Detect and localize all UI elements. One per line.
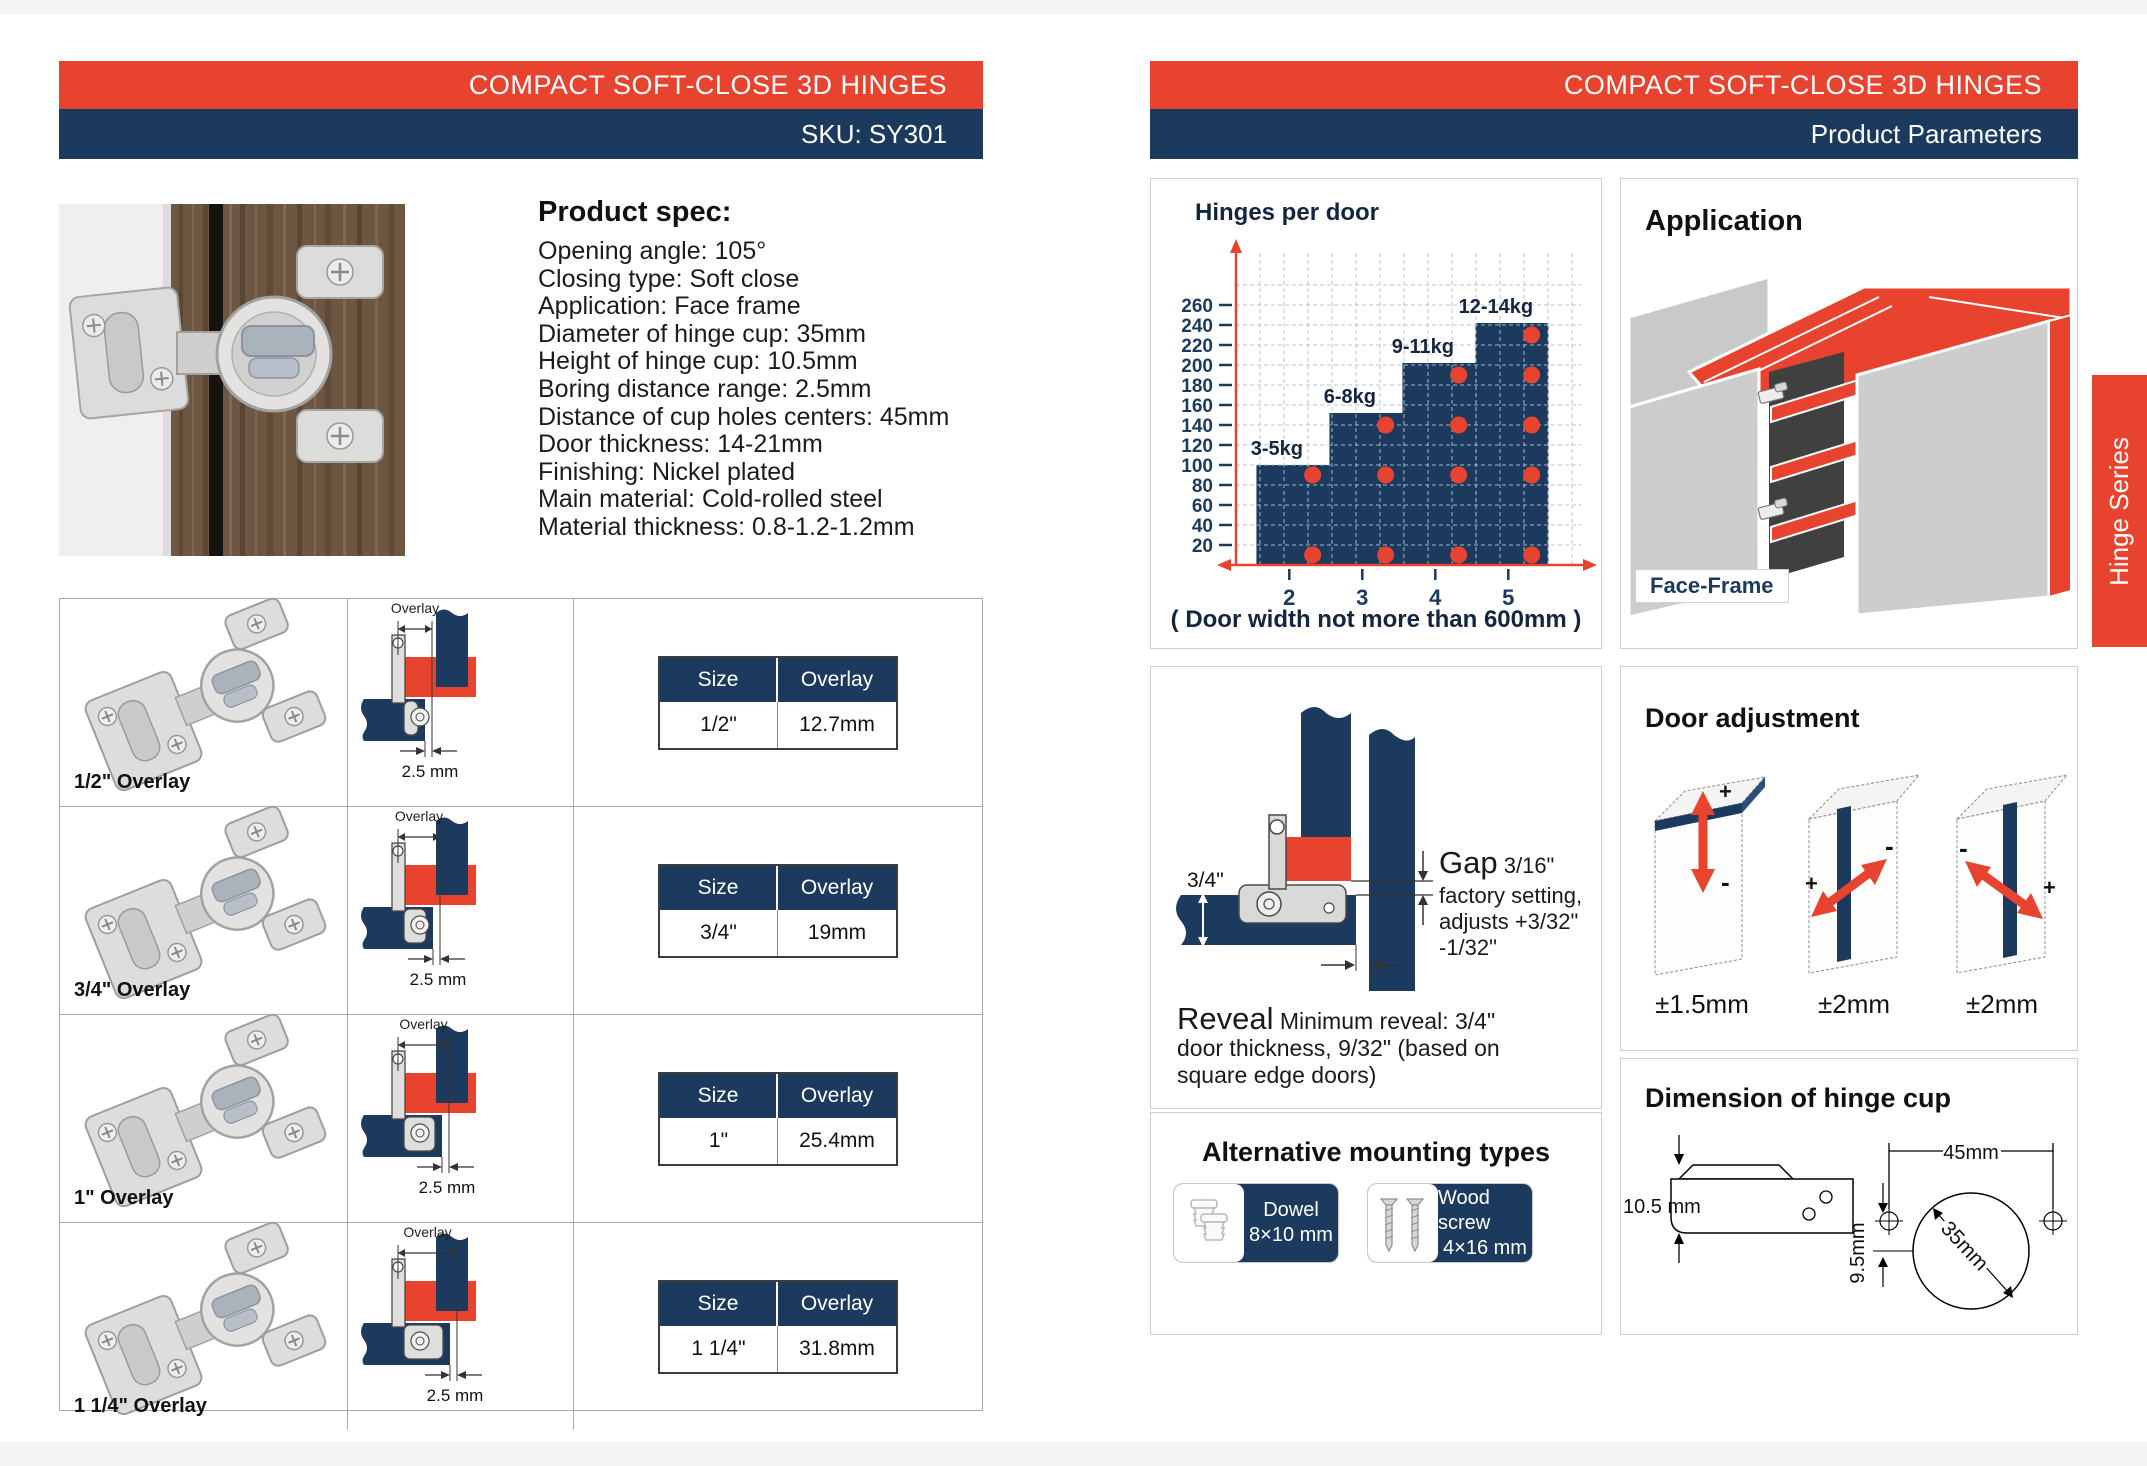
product-parameters-label: Product Parameters xyxy=(1810,118,2042,149)
application-title: Application xyxy=(1645,205,1803,237)
hinge-photo-cell xyxy=(60,1015,348,1222)
table-row xyxy=(60,807,982,1015)
spec-line: Height of hinge cup: 10.5mm xyxy=(538,347,858,376)
overlay-diagram-cell xyxy=(348,1223,574,1430)
reveal-note: Minimum reveal: 3/4" door thickness, 9/32" (based on square edge doors) xyxy=(1177,1008,1500,1088)
overlay-column-header: Overlay xyxy=(800,1291,874,1315)
size-overlay-table xyxy=(658,656,898,750)
svg-text:40: 40 xyxy=(1191,516,1213,537)
door-thickness-label: 3/4" xyxy=(1187,869,1224,892)
left-header-bar xyxy=(59,61,983,109)
right-subheader-bar xyxy=(1150,109,2078,159)
gap-value: 3/16" xyxy=(1503,853,1555,878)
spec-line: Boring distance range: 2.5mm xyxy=(538,374,872,403)
overlay-diagram xyxy=(348,1015,574,1217)
svg-text:Overlay: Overlay xyxy=(399,1016,448,1032)
size-table-cell xyxy=(574,807,982,1014)
svg-text:Overlay: Overlay xyxy=(394,808,444,824)
overlay-column-header: Overlay xyxy=(800,875,874,899)
hinge-cup-title: Dimension of hinge cup xyxy=(1645,1083,1952,1113)
right-header-bar xyxy=(1150,61,2078,109)
svg-text:9-11kg: 9-11kg xyxy=(1391,336,1455,358)
svg-text:2.5 mm: 2.5 mm xyxy=(401,762,459,781)
svg-text:3-5kg: 3-5kg xyxy=(1250,438,1304,460)
svg-text:120: 120 xyxy=(1181,436,1213,457)
gap-note-line: adjusts +3/32" xyxy=(1439,909,1579,934)
size-value: 3/4" xyxy=(660,910,778,956)
svg-text:160: 160 xyxy=(1181,396,1213,417)
overlay-size-table xyxy=(59,598,983,1417)
minus-sign: - xyxy=(1959,833,1968,863)
mounting-card-dowel xyxy=(1173,1183,1339,1263)
overlay-column-header: Overlay xyxy=(800,1083,874,1107)
size-column-header: Size xyxy=(660,1074,778,1118)
svg-text:Overlay: Overlay xyxy=(403,1224,452,1240)
size-table-cell xyxy=(574,1223,982,1430)
mounting-name: Dowel xyxy=(1263,1199,1319,1221)
svg-text:140: 140 xyxy=(1181,416,1213,437)
spec-line: Material thickness: 0.8-1.2-1.2mm xyxy=(538,512,915,541)
product-photo xyxy=(59,204,405,556)
overlay-value: 12.7mm xyxy=(799,712,875,736)
overlay-row-label: 1/2" Overlay xyxy=(74,771,191,793)
face-frame-illustration xyxy=(1629,257,2071,617)
plus-sign: + xyxy=(1805,871,1818,896)
overlay-value: 31.8mm xyxy=(799,1336,875,1360)
application-panel xyxy=(1620,178,2078,649)
overlay-diagram-cell xyxy=(348,599,574,806)
hinge-photo-cell xyxy=(60,807,348,1014)
gap-note-line: factory setting, xyxy=(1439,883,1583,908)
size-value: 1" xyxy=(660,1118,778,1164)
chart-title: Hinges per door xyxy=(1195,199,1380,226)
hinge-illustration xyxy=(78,1229,328,1407)
table-row xyxy=(60,599,982,807)
hinge-photo-cell xyxy=(60,599,348,806)
gap-word: Gap xyxy=(1439,845,1498,880)
svg-text:80: 80 xyxy=(1191,476,1213,497)
spec-line: Door thickness: 14-21mm xyxy=(538,430,823,459)
svg-text:6-8kg: 6-8kg xyxy=(1323,386,1377,408)
dowel-icon xyxy=(1174,1184,1244,1262)
minus-sign: - xyxy=(1721,867,1730,897)
svg-text:60: 60 xyxy=(1191,496,1213,517)
size-overlay-table xyxy=(658,1280,898,1374)
table-row xyxy=(60,1015,982,1223)
size-table-cell xyxy=(574,1015,982,1222)
gap-annotation xyxy=(1439,845,1601,961)
svg-text:260: 260 xyxy=(1181,296,1213,317)
svg-text:2: 2 xyxy=(1283,585,1296,610)
svg-text:2.5 mm: 2.5 mm xyxy=(409,970,467,989)
wood-screw-icon xyxy=(1368,1184,1438,1262)
size-column-header: Size xyxy=(660,658,778,702)
minus-sign: - xyxy=(1885,831,1894,861)
page-bottom-margin xyxy=(0,1442,2147,1466)
hinge-series-label: Hinge Series xyxy=(2104,436,2135,586)
size-value: 1/2" xyxy=(660,702,778,748)
size-overlay-table xyxy=(658,1072,898,1166)
cup-diameter-label: 35mm xyxy=(1936,1216,1993,1276)
svg-text:2.5 mm: 2.5 mm xyxy=(426,1386,484,1405)
spec-line: Diameter of hinge cup: 35mm xyxy=(538,319,866,348)
overlay-diagram xyxy=(348,599,574,801)
size-value: 1 1/4" xyxy=(660,1326,778,1372)
hinge-illustration xyxy=(78,605,328,783)
svg-text:2.5 mm: 2.5 mm xyxy=(418,1178,476,1197)
hinges-per-door-chart xyxy=(1151,215,1601,610)
right-header-title: COMPACT SOFT-CLOSE 3D HINGES xyxy=(1563,69,2042,100)
product-spec-section xyxy=(538,196,998,542)
mounting-types-panel xyxy=(1150,1112,1602,1335)
plus-sign: + xyxy=(2043,875,2056,900)
hinge-illustration xyxy=(78,813,328,991)
mounting-size: 8×10 mm xyxy=(1249,1224,1333,1246)
overlay-diagram xyxy=(348,807,574,1009)
spec-line: Application: Face frame xyxy=(538,292,801,321)
door-gap xyxy=(209,204,223,556)
svg-text:5: 5 xyxy=(1502,585,1515,610)
hinges-per-door-panel xyxy=(1150,178,1602,649)
overlay-row-label: 1 1/4" Overlay xyxy=(74,1395,207,1417)
left-subheader-bar xyxy=(59,109,983,159)
hinge-photo-cell xyxy=(60,1223,348,1430)
svg-text:3: 3 xyxy=(1356,585,1369,610)
adjustment-value: ±1.5mm xyxy=(1655,989,1749,1019)
spec-line: Finishing: Nickel plated xyxy=(538,457,796,486)
overlay-diagram-cell xyxy=(348,1015,574,1222)
spec-line: Closing type: Soft close xyxy=(538,264,800,293)
size-column-header: Size xyxy=(660,1282,778,1326)
face-frame-tag: Face-Frame xyxy=(1635,569,1789,603)
mounting-title: Alternative mounting types xyxy=(1201,1137,1551,1167)
overlay-diagram xyxy=(348,1223,574,1425)
spec-line: Opening angle: 105° xyxy=(538,237,767,265)
svg-text:20: 20 xyxy=(1191,536,1213,557)
size-column-header: Size xyxy=(660,866,778,910)
svg-text:12-14kg: 12-14kg xyxy=(1458,296,1534,318)
horizontal-adjustment-cabinet xyxy=(1779,759,1929,989)
svg-text:4: 4 xyxy=(1429,585,1442,610)
reveal-word: Reveal xyxy=(1177,1001,1274,1036)
overlay-row-label: 3/4" Overlay xyxy=(74,979,191,1001)
spec-line: Main material: Cold-rolled steel xyxy=(538,485,883,514)
adjustment-value: ±2mm xyxy=(1817,989,1891,1019)
hinge-illustration xyxy=(78,1021,328,1199)
svg-text:200: 200 xyxy=(1181,356,1213,377)
overlay-value: 19mm xyxy=(807,920,867,944)
overlay-column-header: Overlay xyxy=(800,667,874,691)
chart-caption: ( Door width not more than 600mm ) xyxy=(1170,606,1582,633)
left-header-title: COMPACT SOFT-CLOSE 3D HINGES xyxy=(468,69,947,100)
spec-line: Distance of cup holes centers: 45mm xyxy=(538,402,950,431)
hinge-cup-panel xyxy=(1620,1058,2078,1335)
size-overlay-table xyxy=(658,864,898,958)
svg-text:100: 100 xyxy=(1181,456,1213,477)
svg-text:240: 240 xyxy=(1181,316,1213,337)
mounting-card-wood-screw xyxy=(1367,1183,1533,1263)
mounting-size: 4×16 mm xyxy=(1443,1236,1527,1259)
door-adjustment-panel xyxy=(1620,666,2078,1051)
gap-note-line: -1/32" xyxy=(1439,935,1497,960)
cup-height-label: 10.5 mm xyxy=(1623,1196,1701,1218)
adjustment-value: ±2mm xyxy=(1965,989,2039,1019)
overlay-value: 25.4mm xyxy=(799,1128,875,1152)
svg-text:180: 180 xyxy=(1181,376,1213,397)
hinge-cup-drawing xyxy=(1621,1121,2077,1326)
page-top-margin xyxy=(0,0,2147,14)
offset-label: 9.5mm xyxy=(1847,1222,1869,1284)
svg-text:Overlay: Overlay xyxy=(390,600,440,616)
door-adjustment-title: Door adjustment xyxy=(1645,703,1860,733)
mounting-name: Wood screw xyxy=(1438,1186,1491,1234)
product-spec-heading: Product spec: xyxy=(538,196,732,228)
size-table-cell xyxy=(574,599,982,806)
reveal-gap-panel xyxy=(1150,666,1602,1109)
plus-sign: + xyxy=(1719,779,1732,804)
depth-adjustment-cabinet xyxy=(1927,759,2077,989)
overlay-row-label: 1" Overlay xyxy=(74,1187,174,1209)
svg-text:220: 220 xyxy=(1181,336,1213,357)
overlay-diagram-cell xyxy=(348,807,574,1014)
hole-centers-label: 45mm xyxy=(1943,1142,1999,1164)
reveal-annotation xyxy=(1177,1001,1529,1089)
hinge-series-tab xyxy=(2092,375,2147,647)
table-row xyxy=(60,1223,982,1430)
sku-label: SKU: SY301 xyxy=(801,118,947,149)
vertical-adjustment-cabinet xyxy=(1627,759,1777,989)
